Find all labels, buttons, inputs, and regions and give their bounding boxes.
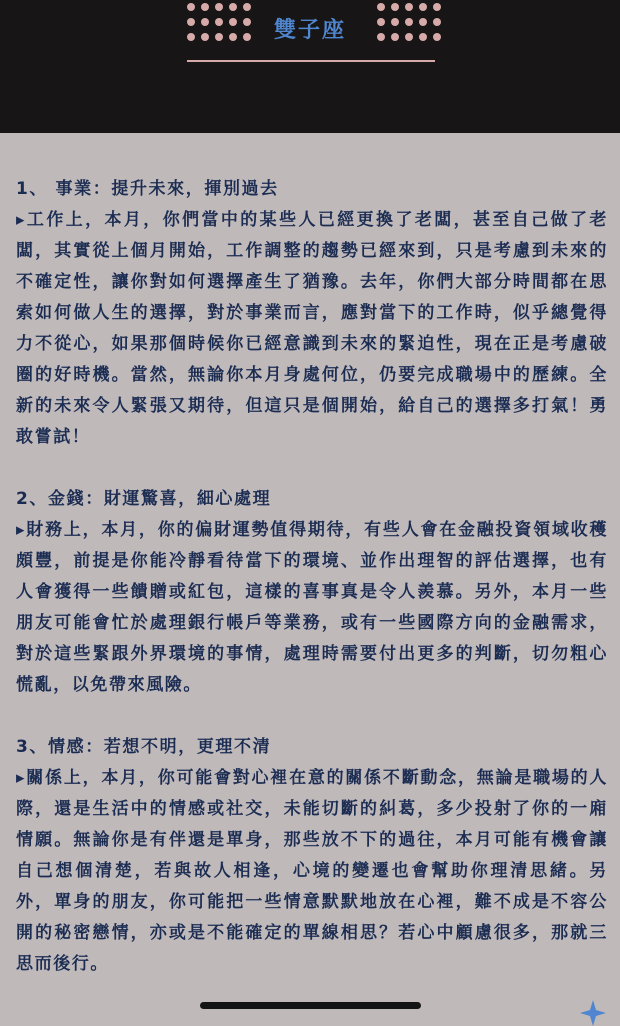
section-heading: 3、情感：若想不明，更理不清 — [16, 737, 272, 757]
section-text: ▸財務上，本月，你的偏財運勢值得期待，有些人會在金融投資領域收穫頗豐，前提是你能冷靜看待當下的環境、並作出理智的評估選擇，也有人會獲得一些饋贈或紅包，這樣的喜事真是令人羨慕。另外，本月一些朋友可能會忙於處理銀行帳戶等業務，或有一些國際方向的金融需求，對於這些緊跟外界環境的事情，處理時需要付出更多的判斷，切勿粗心慌亂，以免帶來風險。 — [16, 520, 608, 695]
section-heading: 1、 事業：提升未來，揮別過去 — [16, 179, 279, 199]
section-heading: 2、金錢：財運驚喜，細心處理 — [16, 489, 272, 509]
sparkle-icon — [580, 1000, 606, 1026]
dot-grid-icon — [377, 3, 441, 41]
section-money — [16, 484, 608, 701]
section-love — [16, 732, 608, 980]
title-underline — [187, 60, 435, 62]
page-title: 雙子座 — [273, 18, 346, 43]
section-text: ▸關係上，本月，你可能會對心裡在意的關係不斷動念，無論是職場的人際，還是生活中的情感或社交，未能切斷的糾葛，多少投射了你的一廂情願。無論你是有伴還是單身，那些放不下的過往，本月可能有機會讓自己想個清楚，若與故人相逢，心境的變遷也會幫助你理清思緒。另外，單身的朋友，你可能把一些情意默默地放在心裡，難不成是不容公開的秘密戀情，亦或是不能確定的單線相思？若心中顧慮很多，那就三思而後行。 — [16, 768, 608, 974]
header-banner — [0, 0, 620, 133]
article-body — [16, 174, 608, 1011]
section-text: ▸工作上，本月，你們當中的某些人已經更換了老闆，甚至自己做了老闆，其實從上個月開始，工作調整的趨勢已經來到，只是考慮到未來的不確定性，讓你對如何選擇產生了猶豫。去年，你們大部分時間都在思索如何做人生的選擇，對於事業而言，應對當下的工作時，似乎總覺得力不從心，如果那個時候你已經意識到未來的緊迫性，現在正是考慮破圈的好時機。當然，無論你本月身處何位，仍要完成職場中的歷練。全新的未來令人緊張又期待，但這只是個開始，給自己的選擇多打氣！勇敢嘗試！ — [16, 210, 608, 447]
home-indicator[interactable] — [200, 1002, 421, 1009]
section-career — [16, 174, 608, 453]
